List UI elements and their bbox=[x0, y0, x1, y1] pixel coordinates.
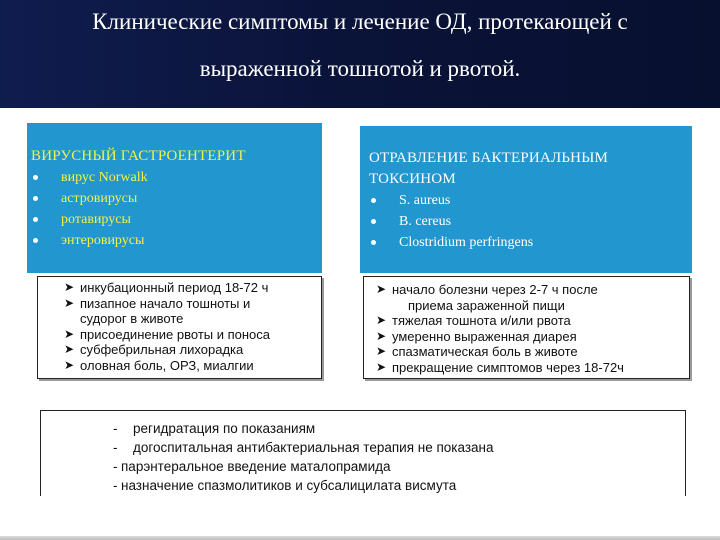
list-item bbox=[369, 211, 692, 232]
list-item bbox=[370, 329, 689, 345]
dash-bullet: - bbox=[113, 421, 118, 436]
bullet-icon bbox=[33, 175, 38, 180]
bullet-icon bbox=[371, 219, 376, 224]
list-item-text: астровирусы bbox=[61, 191, 138, 206]
arrow-bullet-icon: ➤ bbox=[376, 344, 387, 358]
arrow-bullet-icon: ➤ bbox=[64, 295, 75, 310]
bacterial-toxin-heading-1: ОТРАВЛЕНИЕ БАКТЕРИАЛЬНЫМ bbox=[369, 150, 609, 166]
arrow-bullet-icon: ➤ bbox=[376, 313, 387, 327]
list-item-text: вирус Norwalk bbox=[61, 170, 148, 185]
list-item-text: догоспитальная антибактериальная терапия не показана bbox=[133, 440, 494, 455]
arrow-bullet-icon: ➤ bbox=[376, 282, 387, 296]
list-item bbox=[370, 344, 689, 360]
title-line-2: выраженной тошнотой и рвотой. bbox=[199, 56, 521, 81]
list-item-text: оловная боль, ОРЗ, миалгии bbox=[80, 357, 254, 373]
bullet-icon bbox=[33, 238, 38, 243]
list-item bbox=[41, 476, 685, 495]
bottom-shadow bbox=[0, 536, 720, 540]
list-item-text: назначение спазмолитиков и субсалицилата висмута bbox=[121, 478, 457, 493]
list-item bbox=[31, 209, 322, 230]
list-item bbox=[370, 282, 689, 298]
bullet-icon bbox=[33, 196, 38, 201]
list-item bbox=[31, 188, 322, 209]
list-item-text: прекращение симптомов через 18-72ч bbox=[392, 359, 624, 375]
viral-symptoms-box bbox=[37, 276, 322, 379]
bullet-icon bbox=[371, 198, 376, 203]
list-item bbox=[58, 280, 321, 296]
arrow-bullet-icon: ➤ bbox=[64, 342, 75, 356]
bullet-icon bbox=[33, 217, 38, 222]
bullet-icon bbox=[371, 240, 376, 245]
list-item bbox=[370, 313, 689, 329]
list-item-text: B. cereus bbox=[399, 214, 452, 229]
list-item-text: парэнтеральное введение маталопрамида bbox=[121, 459, 391, 474]
list-item-text: энтеровирусы bbox=[61, 233, 145, 248]
list-item bbox=[41, 419, 685, 438]
title-bar bbox=[0, 0, 720, 108]
list-item bbox=[31, 230, 322, 251]
list-item bbox=[41, 457, 685, 476]
bacterial-symptoms-box bbox=[363, 276, 690, 379]
list-item bbox=[58, 342, 321, 358]
list-item-text: умеренно выраженная диарея bbox=[392, 328, 577, 344]
list-item bbox=[58, 358, 321, 374]
list-item-text: регидратация по показаниям bbox=[133, 421, 316, 436]
list-item bbox=[58, 296, 321, 312]
list-item-text: субфебрильная лихорадка bbox=[80, 342, 244, 357]
list-item bbox=[41, 438, 685, 457]
list-item bbox=[58, 327, 321, 343]
list-item bbox=[31, 167, 322, 188]
list-item-text: Clostridium perfringens bbox=[399, 235, 534, 250]
viral-gastroenteritis-box bbox=[27, 123, 322, 273]
bacterial-toxin-box bbox=[360, 126, 692, 273]
arrow-bullet-icon: ➤ bbox=[376, 328, 387, 343]
list-item-text: инкубационный период 18-72 ч bbox=[80, 280, 269, 295]
arrow-bullet-icon: ➤ bbox=[64, 326, 75, 341]
bacterial-toxin-heading-2: ТОКСИНОМ bbox=[369, 171, 456, 187]
arrow-bullet-icon: ➤ bbox=[376, 359, 387, 374]
list-item-text: начало болезни через 2-7 ч после bbox=[392, 282, 598, 297]
list-item bbox=[370, 360, 689, 376]
list-item-text: присоединение рвоты и поноса bbox=[80, 326, 271, 342]
dash-bullet: - bbox=[113, 478, 118, 493]
arrow-bullet-icon: ➤ bbox=[64, 357, 75, 372]
list-item-continuation: приема зараженной пищи bbox=[408, 297, 565, 313]
dash-bullet: - bbox=[113, 440, 118, 455]
viral-gastroenteritis-heading: ВИРУСНЫЙ ГАСТРОЕНТЕРИТ bbox=[31, 148, 246, 164]
list-item-text: пизапное начало тошноты и bbox=[80, 295, 251, 311]
list-item-text: тяжелая тошнота и/или рвота bbox=[392, 313, 571, 328]
list-item-text: спазматическая боль в животе bbox=[392, 344, 578, 359]
list-item-continuation: судорог в животе bbox=[80, 311, 184, 326]
arrow-bullet-icon: ➤ bbox=[64, 280, 75, 294]
list-item bbox=[369, 190, 692, 211]
dash-bullet: - bbox=[113, 459, 118, 474]
list-item-text: ротавирусы bbox=[61, 212, 131, 227]
treatment-box bbox=[40, 410, 686, 496]
list-item bbox=[369, 232, 692, 253]
list-item-text: S. aureus bbox=[399, 193, 451, 208]
title-line-1: Клинические симптомы и лечение ОД, протекающей с bbox=[92, 9, 628, 34]
